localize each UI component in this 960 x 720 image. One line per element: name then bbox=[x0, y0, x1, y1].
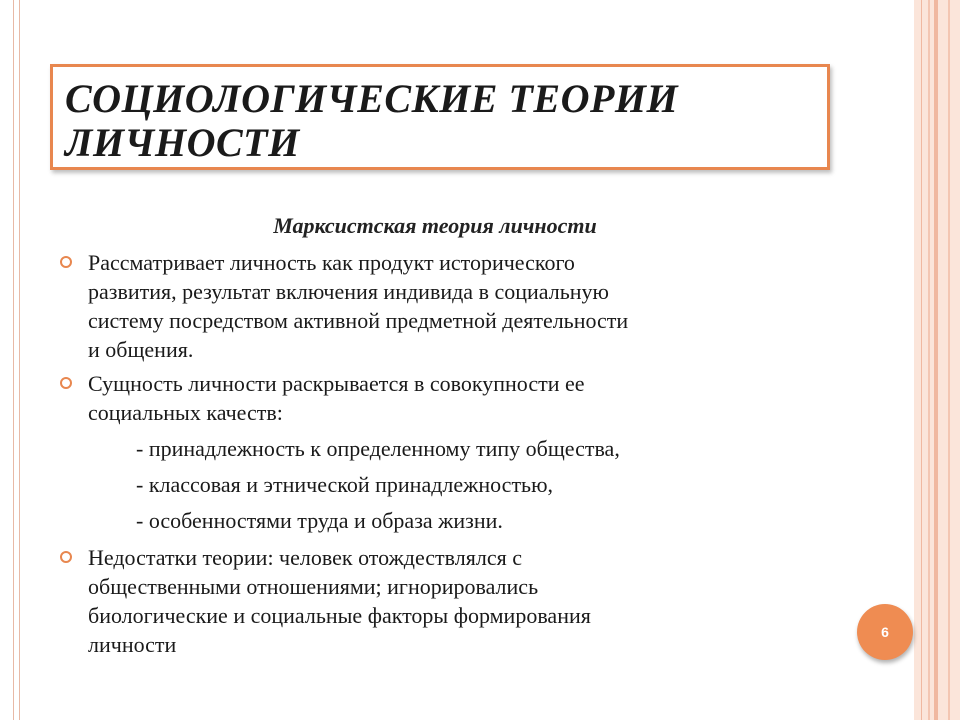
page-number-badge: 6 bbox=[857, 604, 913, 660]
circle-bullet-icon bbox=[60, 256, 72, 268]
title-box bbox=[50, 64, 830, 170]
bullet-item bbox=[60, 369, 840, 427]
sub-item: - принадлежность к определенному типу общества, bbox=[136, 436, 620, 461]
right-stripe bbox=[948, 0, 950, 720]
bullet-item bbox=[60, 543, 840, 659]
circle-bullet-icon bbox=[60, 551, 72, 563]
subheading: Марксистская теория личности bbox=[273, 213, 597, 238]
bullet-line: Недостатки теории: человек отождествлялся с bbox=[88, 545, 522, 570]
sub-item: - классовая и этнической принадлежностью, bbox=[136, 472, 554, 497]
title-line-2: ЛИЧНОСТИ bbox=[65, 120, 300, 165]
circle-bullet-icon bbox=[60, 377, 72, 389]
right-stripe bbox=[934, 0, 938, 720]
bullet-line: систему посредством активной предметной деятельности bbox=[88, 308, 629, 333]
title-line-1: СОЦИОЛОГИЧЕСКИЕ ТЕОРИИ bbox=[65, 76, 679, 121]
bullet-line: социальных качеств: bbox=[88, 400, 283, 425]
bullet-line: Сущность личности раскрывается в совокупности ее bbox=[88, 371, 585, 396]
left-border-line bbox=[13, 0, 14, 720]
bullet-line: Рассматривает личность как продукт исторического bbox=[88, 250, 575, 275]
sub-list bbox=[60, 435, 840, 535]
bullet-line: и общения. bbox=[88, 337, 194, 362]
right-stripe bbox=[921, 0, 922, 720]
slide-title bbox=[65, 77, 678, 165]
bullet-line: развития, результат включения индивида в социальную bbox=[88, 279, 609, 304]
right-stripe bbox=[928, 0, 930, 720]
bullet-line: личности bbox=[88, 632, 177, 657]
bullet-line: общественными отношениями; игнорировались bbox=[88, 574, 539, 599]
bullet-line: биологические и социальные факторы формирования bbox=[88, 603, 591, 628]
left-border-line bbox=[19, 0, 20, 720]
slide-body bbox=[60, 248, 840, 664]
sub-item: - особенностями труда и образа жизни. bbox=[136, 508, 503, 533]
bullet-item bbox=[60, 248, 840, 364]
